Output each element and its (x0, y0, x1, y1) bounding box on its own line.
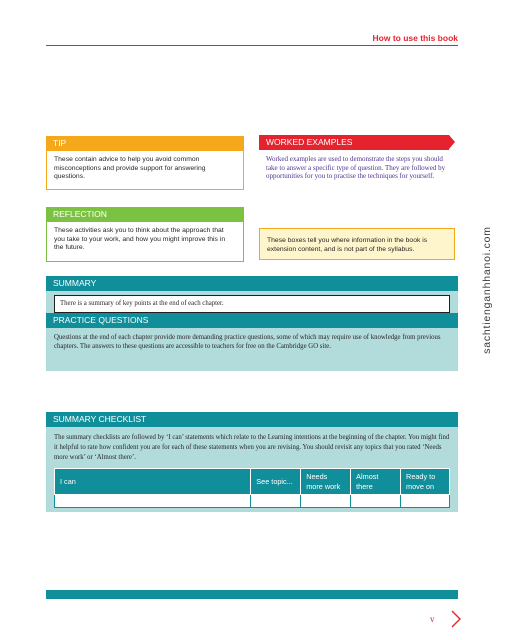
extension-box (259, 228, 455, 260)
checklist-empty-row (55, 495, 450, 508)
practice-questions-title: PRACTICE QUESTIONS (46, 313, 458, 328)
summary-checklist-text: The summary checklists are followed by ‘I can’ statements which relate to the Learning intentions at the beginning of the chapter. You might find it helpful to rate how confident you are for each of these statements when you are revising. You should revisit any topics that you rated ‘Needs more work’ or ‘Almost there’. (54, 434, 450, 461)
checklist-header-row (55, 469, 450, 495)
practice-questions-box (46, 313, 458, 371)
reflection-title: REFLECTION (46, 207, 244, 222)
page-number: v (430, 614, 435, 624)
watermark: sachtienganhhanoi.com (481, 226, 493, 354)
reflection-box (46, 207, 244, 262)
tip-text: These contain advice to help you avoid common misconceptions and provide support for answering questions. (46, 151, 244, 190)
tip-title: TIP (46, 136, 244, 151)
table-cell (401, 495, 450, 508)
tip-box (46, 136, 244, 190)
header-title: How to use this book (372, 33, 458, 43)
col-ready-to-move-on: Ready to move on (401, 469, 450, 495)
table-cell (301, 495, 351, 508)
table-cell (55, 495, 251, 508)
worked-examples-box (259, 135, 455, 195)
table-cell (251, 495, 301, 508)
practice-questions-text: Questions at the end of each chapter provide more demanding practice questions, some of which may require use of knowledge from previous chapters. The answers to these questions are accessible to teachers for free on the Cambridge GO site. (54, 334, 441, 350)
summary-checklist-title: SUMMARY CHECKLIST (46, 412, 458, 427)
summary-text: There is a summary of key points at the end of each chapter. (54, 295, 450, 313)
extension-text: These boxes tell you where information in the book is extension content, and is not part of the syllabus. (267, 237, 428, 253)
chevron-right-icon (450, 610, 462, 628)
col-i-can: I can (55, 469, 251, 495)
col-needs-more-work: Needs more work (301, 469, 351, 495)
checklist-table (54, 468, 450, 508)
summary-title: SUMMARY (46, 276, 458, 291)
table-cell (351, 495, 401, 508)
col-see-topic: See topic... (251, 469, 301, 495)
reflection-text: These activities ask you to think about the approach that you take to your work, and how you might improve this in the future. (46, 222, 244, 262)
worked-examples-title: WORKED EXAMPLES (259, 135, 449, 150)
summary-checklist-box (46, 412, 458, 512)
col-almost-there: Almost there (351, 469, 401, 495)
footer-bar (46, 590, 458, 599)
worked-examples-text: Worked examples are used to demonstrate the steps you should take to answer a specific type of question. They are followed by opportunities for you to practise the techniques for yourself. (259, 150, 455, 186)
header-rule (46, 45, 458, 46)
